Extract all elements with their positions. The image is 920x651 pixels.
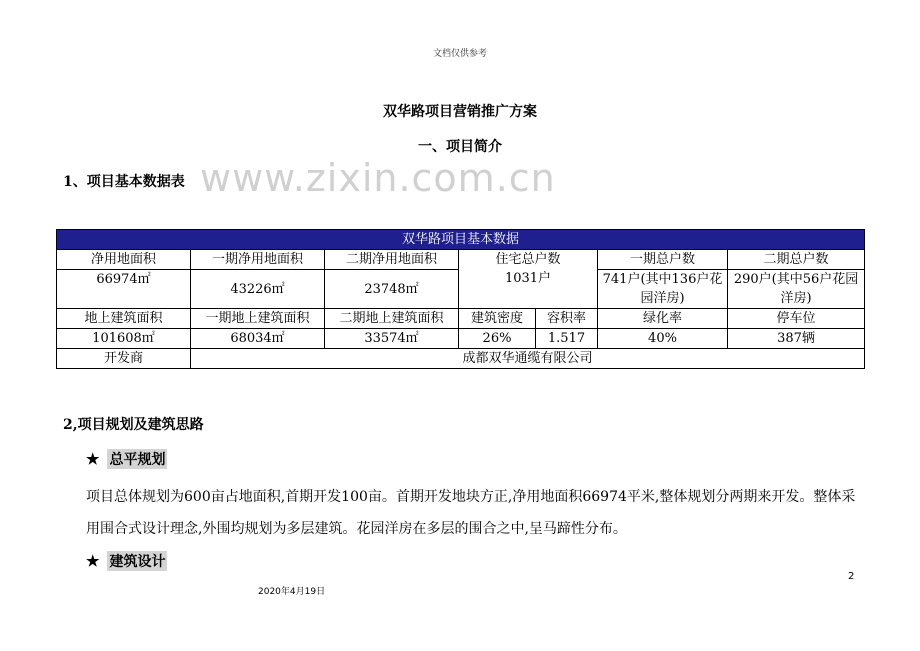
building-density-label: 建筑密度 <box>459 309 536 329</box>
phase1-households-value: 741户(其中136户花园洋房) <box>598 270 728 309</box>
phase1-households-label: 一期总户数 <box>598 250 728 270</box>
households-cell <box>459 250 598 309</box>
table-caption: 双华路项目基本数据 <box>57 230 865 250</box>
footer-date: 2020年4月19日 <box>258 587 326 597</box>
phase2-net-land-label: 二期净用地面积 <box>325 250 459 270</box>
watermark: www.zixin.com.cn <box>200 156 556 200</box>
parking-label: 停车位 <box>728 309 865 329</box>
parking-value: 387辆 <box>728 329 865 349</box>
phase1-above-ground-label: 一期地上建筑面积 <box>191 309 325 329</box>
above-ground-area-value: 101608㎡ <box>57 329 191 349</box>
header-note: 文档仅供参考 <box>432 49 487 59</box>
phase1-net-land-label: 一期净用地面积 <box>191 250 325 270</box>
star-icon: ★ <box>86 450 100 468</box>
green-rate-label: 绿化率 <box>598 309 728 329</box>
floor-area-ratio-value: 1.517 <box>536 329 598 349</box>
green-rate-value: 40% <box>598 329 728 349</box>
heading-planning: 2,项目规划及建筑思路 <box>63 417 204 433</box>
phase1-net-land-value: 43226㎡ <box>191 270 325 309</box>
developer-value: 成都双华通缆有限公司 <box>191 349 865 369</box>
phase2-above-ground-label: 二期地上建筑面积 <box>325 309 459 329</box>
phase2-above-ground-value: 33574㎡ <box>325 329 459 349</box>
phase2-net-land-value: 23748㎡ <box>325 270 459 309</box>
net-land-area-value: 66974㎡ <box>57 270 191 309</box>
floor-area-ratio-label: 容积率 <box>536 309 598 329</box>
star-icon: ★ <box>86 552 100 570</box>
section-title: 一、项目简介 <box>418 139 502 155</box>
households-value: 1031户 <box>504 271 552 286</box>
phase2-households-value: 290户(其中56户花园洋房) <box>728 270 865 309</box>
subsection-master-plan-label: 总平规划 <box>107 449 167 469</box>
phase1-above-ground-value: 68034㎡ <box>191 329 325 349</box>
phase2-households-label: 二期总户数 <box>728 250 865 270</box>
developer-label: 开发商 <box>57 349 191 369</box>
subsection-architecture-label: 建筑设计 <box>107 551 167 571</box>
building-density-value: 26% <box>459 329 536 349</box>
net-land-area-label: 净用地面积 <box>57 250 191 270</box>
master-plan-paragraph: 项目总体规划为600亩占地面积,首期开发100亩。首期开发地块方正,净用地面积66974平米,整体规划分两期来开发。整体采用围合式设计理念,外围均规划为多层建筑。花园洋房在多层的围合之中,呈马蹄性分布。 <box>86 489 856 537</box>
page-number: 2 <box>848 571 855 582</box>
subsection-master-plan <box>86 449 167 469</box>
above-ground-area-label: 地上建筑面积 <box>57 309 191 329</box>
document-title: 双华路项目营销推广方案 <box>383 104 537 120</box>
subsection-architecture <box>86 551 167 571</box>
households-label: 住宅总户数 <box>495 252 561 267</box>
heading-basic-data: 1、项目基本数据表 <box>63 174 185 190</box>
project-data-table <box>56 229 865 369</box>
